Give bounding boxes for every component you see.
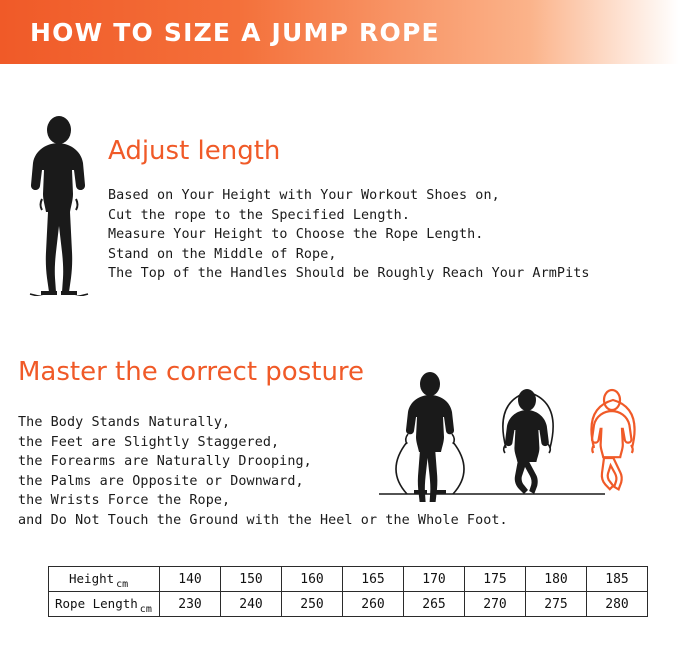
table-cell-height-2: 150 [221, 567, 282, 592]
rope-label-text: Rope Length [55, 596, 138, 611]
table-row-rope-length [49, 592, 648, 617]
posture-line-1: The Body Stands Naturally, [18, 415, 231, 430]
table-cell-rope-4: 260 [343, 592, 404, 617]
adjust-length-heading: Adjust length [108, 136, 281, 166]
height-label-text: Height [69, 571, 115, 586]
jumping-figures-illustration [375, 372, 675, 512]
adjust-length-text [108, 186, 674, 284]
table-row-height [49, 567, 648, 592]
table-cell-rope-6: 270 [465, 592, 526, 617]
posture-line-6: and Do Not Touch the Ground with the Heel or the Whole Foot. [18, 512, 508, 528]
table-cell-rope-2: 240 [221, 592, 282, 617]
table-cell-rope-5: 265 [404, 592, 465, 617]
posture-line-2: the Feet are Slightly Staggered, [18, 434, 280, 450]
row-label-height [49, 567, 160, 592]
table-cell-rope-3: 250 [282, 592, 343, 617]
table-cell-height-8: 185 [587, 567, 648, 592]
height-label-unit: cm [116, 579, 129, 590]
size-table [48, 566, 648, 617]
row-label-rope-length [49, 592, 160, 617]
adjust-line-3: Measure Your Height to Choose the Rope Length. [108, 227, 484, 242]
table-cell-height-3: 160 [282, 567, 343, 592]
posture-line-5: the Wrists Force the Rope, [18, 493, 231, 508]
table-cell-height-7: 180 [526, 567, 587, 592]
table-cell-rope-1: 230 [160, 592, 221, 617]
posture-line-3: the Forearms are Naturally Drooping, [18, 454, 312, 469]
standing-figure-illustration [18, 116, 100, 296]
adjust-line-2: Cut the rope to the Specified Length. [108, 207, 410, 223]
rope-label-unit: cm [139, 604, 152, 615]
table-cell-height-6: 175 [465, 567, 526, 592]
table-cell-height-5: 170 [404, 567, 465, 592]
adjust-line-1: Based on Your Height with Your Workout Shoes on, [108, 188, 500, 203]
page-title: HOW TO SIZE A JUMP ROPE [30, 18, 440, 47]
posture-heading: Master the correct posture [18, 357, 365, 387]
header-banner [0, 0, 679, 64]
adjust-line-4: Stand on the Middle of Rope, [108, 246, 337, 262]
table-cell-rope-7: 275 [526, 592, 587, 617]
adjust-line-5: The Top of the Handles Should be Roughly Reach Your ArmPits [108, 266, 590, 281]
posture-line-4: the Palms are Opposite or Downward, [18, 473, 304, 489]
table-cell-rope-8: 280 [587, 592, 648, 617]
table-cell-height-1: 140 [160, 567, 221, 592]
table-cell-height-4: 165 [343, 567, 404, 592]
